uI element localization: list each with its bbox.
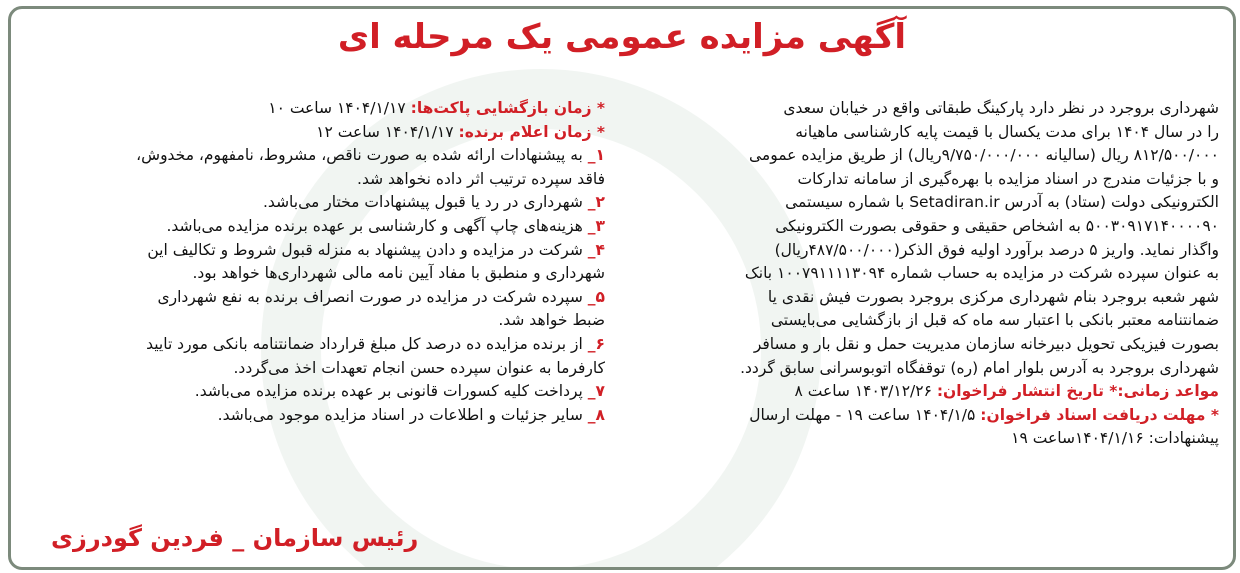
docs-label: * مهلت دریافت اسناد فراخوان: (980, 405, 1219, 424)
body-line: به عنوان سپرده شرکت در مزایده به حساب شماره ۱۰۰۷۹۱۱۱۱۳۰۹۴ بانک (744, 264, 1219, 283)
announcement-frame (8, 6, 1236, 570)
item-text: فاقد سپرده ترتیب اثر داده نخواهد شد. (357, 169, 605, 188)
docs-value: ۱۴۰۴/۱/۵ ساعت ۱۹ - مهلت ارسال (749, 405, 981, 424)
item-text: به پیشنهادات ارائه شده به صورت ناقص، مشروط، نامفهوم، مخدوش، (136, 146, 583, 165)
item-number: ۳_ (587, 216, 605, 235)
list-item-line (25, 191, 605, 215)
list-item-line (25, 215, 605, 239)
body-line: و با جزئیات مندرج در اسناد مزایده با بهره‌گیری از سامانه تدارکات (797, 169, 1219, 188)
item-number: ۶_ (587, 334, 605, 353)
winner-label: * زمان اعلام برنده: (458, 122, 605, 141)
left-column (25, 97, 605, 427)
docs-line (639, 404, 1219, 428)
winner-value: ۱۴۰۴/۱/۱۷ ساعت ۱۲ (316, 122, 459, 141)
timeline-label: مواعد زمانی: (1117, 382, 1219, 401)
body-line: الکترونیکی دولت (ستاد) به آدرس Setadiran.ir با شماره سیستمی (785, 193, 1219, 212)
list-item-line (25, 286, 605, 310)
item-text: شهرداری در رد یا قبول پیشنهادات مختار می‌باشد. (263, 193, 583, 212)
item-text: کارفرما به عنوان سپرده حسن انجام تعهدات اخذ می‌گردد. (233, 358, 605, 377)
opening-label: * زمان بازگشایی پاکت‌ها: (410, 99, 605, 117)
body-line: ۵۰۰۳۰۹۱۷۱۴۰۰۰۰۹۰ به اشخاص حقیقی و حقوقی بصورت الکترونیکی (775, 216, 1219, 235)
publish-value: ۱۴۰۳/۱۲/۲۶ ساعت ۸ (794, 382, 937, 401)
body-line: شهر شعبه بروجرد بنام شهرداری مرکزی بروجرد بصورت فیش نقدی یا (767, 287, 1219, 306)
proposals-line: پیشنهادات: ۱۴۰۴/۱/۱۶ساعت ۱۹ (1011, 429, 1219, 448)
item-text: شهرداری و منطبق با مفاد آیین نامه مالی شهرداری‌ها خواهد بود. (192, 264, 605, 283)
item-number: ۲_ (587, 193, 605, 212)
item-text: هزینه‌های چاپ آگهی و کارشناسی بر عهده برنده مزایده می‌باشد. (166, 216, 583, 235)
timeline-line (639, 380, 1219, 404)
body-line: ضمانتنامه معتبر بانکی با اعتبار سه ماه که قبل از بازگشایی می‌بایستی (770, 311, 1219, 330)
item-number: ۸_ (587, 405, 605, 424)
list-item-line (25, 144, 605, 168)
winner-line (25, 121, 605, 145)
list-item-line (25, 309, 605, 333)
body-line: شهرداری بروجرد در نظر دارد پارکینگ طبقاتی واقع در خیابان سعدی (783, 99, 1219, 117)
body-line: ۸۱۲/۵۰۰/۰۰۰ ریال (سالیانه ۹/۷۵۰/۰۰۰/۰۰۰ریال) از طریق مزایده عمومی (748, 146, 1219, 165)
body-line: را در سال ۱۴۰۴ برای مدت یکسال با قیمت پایه کارشناسی ماهیانه (795, 122, 1219, 141)
list-item-line (25, 333, 605, 357)
body-line: واگذار نماید. واریز ۵ درصد برآورد اولیه فوق الذکر(۴۸۷/۵۰۰/۰۰۰ریال) (774, 240, 1219, 259)
body-line: بصورت فیزیکی تحویل دبیرخانه سازمان مدیریت حمل و نقل بار و مسافر (753, 334, 1219, 353)
item-number: ۵_ (587, 287, 605, 306)
opening-line (25, 97, 605, 121)
right-column (639, 97, 1219, 451)
list-item-line (25, 380, 605, 404)
item-number: ۷_ (587, 382, 605, 401)
signature: رئیس سازمان _ فردین گودرزی (51, 524, 419, 552)
item-text: از برنده مزایده ده درصد کل مبلغ قرارداد ضمانتنامه بانکی مورد تایید (146, 334, 583, 353)
item-text: پرداخت کلیه کسورات قانونی بر عهده برنده مزایده می‌باشد. (194, 382, 583, 401)
item-number: ۴_ (587, 240, 605, 259)
list-item-line (25, 239, 605, 263)
item-text: شرکت در مزایده و دادن پیشنهاد به منزله قبول شروط و تکالیف این (147, 240, 583, 259)
item-text: سایر جزئیات و اطلاعات در اسناد مزایده موجود می‌باشد. (217, 405, 583, 424)
item-number: ۱_ (587, 146, 605, 165)
item-text: ضبط خواهد شد. (498, 311, 605, 330)
page-title: آگهی مزایده عمومی یک مرحله ای (337, 17, 907, 57)
item-text: سپرده شرکت در مزایده در صورت انصراف برنده به نفع شهرداری (157, 287, 583, 306)
body-line: شهرداری بروجرد به آدرس بلوار امام (ره) توقفگاه اتوبوسرانی سابق گردد. (740, 358, 1219, 377)
opening-value: ۱۴۰۴/۱/۱۷ ساعت ۱۰ (268, 99, 411, 117)
list-item-line (25, 357, 605, 381)
publish-label: * تاریخ انتشار فراخوان: (936, 382, 1118, 401)
list-item-line (25, 168, 605, 192)
list-item-line (25, 404, 605, 428)
list-item-line (25, 262, 605, 286)
